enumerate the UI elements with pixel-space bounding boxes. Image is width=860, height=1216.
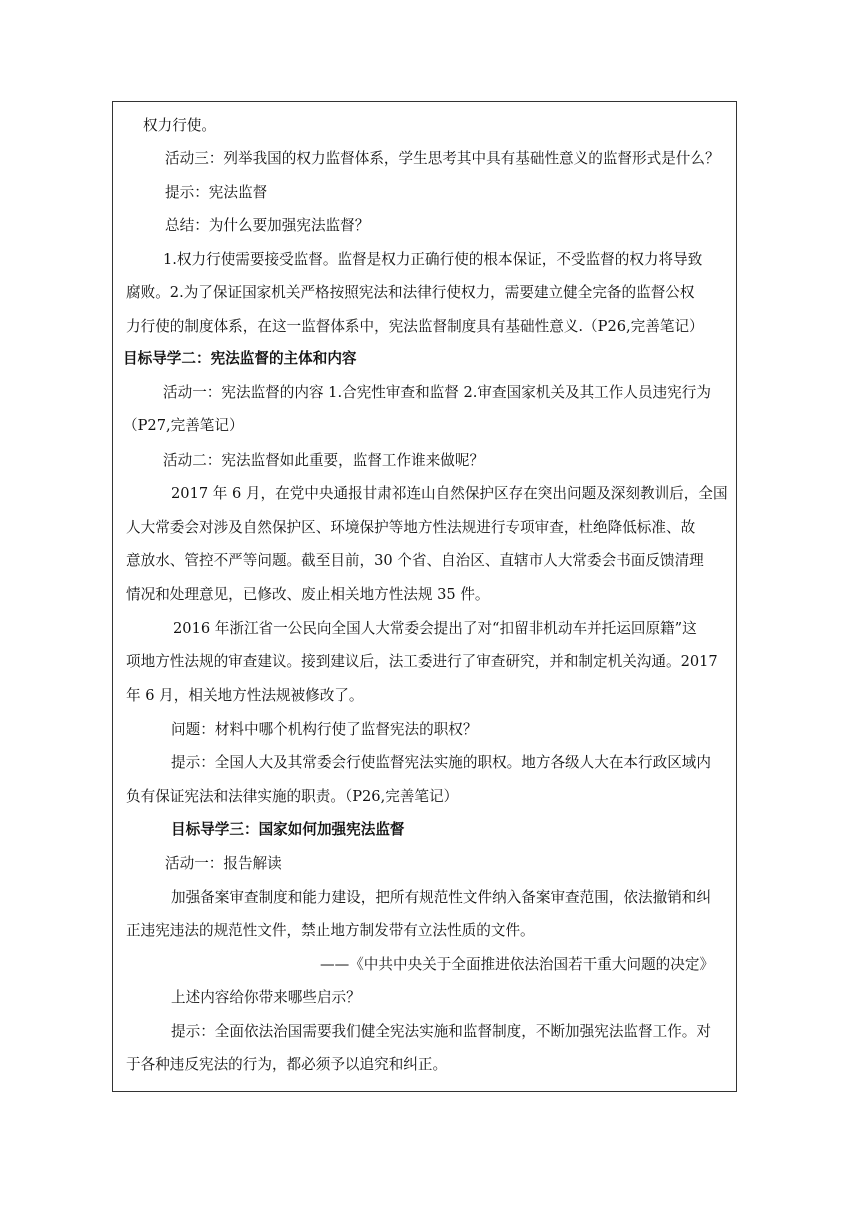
- quote-line: 加强备案审查制度和能力建设，把所有规范性文件纳入备案审查范围，依法撤销和纠: [171, 889, 711, 906]
- activity-heading: 活动三：列举我国的权力监督体系，学生思考其中具有基础性意义的监督形式是什么？: [165, 150, 720, 167]
- quote-line: 正违宪违法的规范性文件，禁止地方制发带有立法性质的文件。: [126, 922, 535, 939]
- hint-line: 提示：全国人大及其常委会行使监督宪法实施的职权。地方各级人大在本行政区域内: [171, 754, 711, 771]
- text-line: 意放水、管控不严等问题。截至目前，30 个省、自治区、直辖市人大常委会书面反馈清理: [126, 552, 704, 569]
- hint-line: 提示：宪法监督: [165, 184, 268, 201]
- quote-source: ——《中共中央关于全面推进依法治国若干重大问题的决定》: [320, 956, 715, 973]
- section-heading: 目标导学三：国家如何加强宪法监督: [171, 821, 405, 838]
- text-line: 人大常委会对涉及自然保护区、环境保护等地方性法规进行专项审查，杜绝降低标准、故: [126, 519, 696, 536]
- activity-heading: 活动一：宪法监督的内容 1.合宪性审查和监督 2.审查国家机关及其工作人员违宪行为: [163, 384, 711, 401]
- content-table-cell: [112, 101, 737, 1092]
- text-line: 2017 年 6 月，在党中央通报甘肃祁连山自然保护区存在突出问题及深刻教训后，全国: [171, 485, 728, 502]
- activity-heading: 活动一：报告解读: [165, 855, 282, 872]
- question-line: 问题：材料中哪个机构行使了监督宪法的职权？: [171, 721, 478, 738]
- text-line: 力行使的制度体系，在这一监督体系中，宪法监督制度具有基础性意义.（P26,完善笔记）: [126, 318, 704, 335]
- text-line: 腐败。2.为了保证国家机关严格按照宪法和法律行使权力，需要建立健全完备的监督公权: [126, 284, 695, 301]
- activity-heading: 活动二：宪法监督如此重要，监督工作谁来做呢？: [163, 452, 485, 469]
- text-line: 年 6 月，相关地方性法规被修改了。: [126, 687, 364, 704]
- text-line: 2016 年浙江省一公民向全国人大常委会提出了对“扣留非机动车并托运回原籍”这: [173, 620, 697, 637]
- text-line: 负有保证宪法和法律实施的职责。（P26,完善笔记）: [126, 788, 459, 805]
- text-line: 项地方性法规的审查建议。接到建议后，法工委进行了审查研究，并和制定机关沟通。2017: [126, 653, 718, 670]
- question-line: 上述内容给你带来哪些启示？: [171, 989, 361, 1006]
- text-line: 1.权力行使需要接受监督。监督是权力正确行使的根本保证，不受监督的权力将导致: [163, 251, 703, 268]
- text-line: 于各种违反宪法的行为，都必须予以追究和纠正。: [126, 1056, 448, 1073]
- text-line: 情况和处理意见，已修改、废止相关地方性法规 35 件。: [126, 586, 490, 603]
- section-heading: 目标导学二：宪法监督的主体和内容: [123, 350, 357, 367]
- text-line: 权力行使。: [143, 117, 216, 134]
- hint-line: 提示：全面依法治国需要我们健全宪法实施和监督制度，不断加强宪法监督工作。对: [171, 1023, 711, 1040]
- summary-question: 总结：为什么要加强宪法监督？: [165, 217, 370, 234]
- text-line: （P27,完善笔记）: [123, 417, 244, 434]
